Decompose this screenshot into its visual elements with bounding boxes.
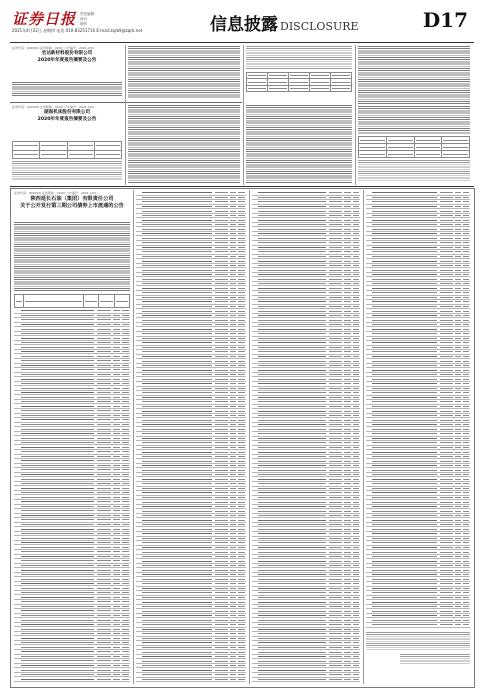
listing-column-1 bbox=[14, 309, 130, 683]
masthead bbox=[10, 6, 474, 42]
notice-subtitle: 2020年年度报告摘要及公告 bbox=[37, 116, 97, 122]
notice-1-body bbox=[12, 82, 122, 96]
listing-row bbox=[252, 682, 360, 683]
section-title bbox=[210, 10, 359, 35]
results-table bbox=[358, 136, 470, 158]
notice-1-body-3 bbox=[246, 46, 352, 70]
notice-1-body-2 bbox=[128, 46, 240, 98]
notice-2-body bbox=[12, 161, 122, 181]
notice-2-body-5 bbox=[358, 160, 470, 182]
listing-table-header bbox=[14, 294, 130, 308]
section-title-en: DISCLOSURE bbox=[280, 20, 359, 33]
notice-title: 宏达新材料股份有限公司 bbox=[41, 51, 93, 57]
notice-3-header bbox=[14, 191, 130, 221]
notice-1-body-4 bbox=[358, 46, 470, 104]
column-rule bbox=[363, 190, 364, 684]
notice-3-footer bbox=[366, 632, 470, 650]
listing-column-3 bbox=[252, 191, 360, 683]
newspaper-logo: 证券日报 bbox=[12, 10, 77, 28]
notice-3-body bbox=[14, 222, 130, 292]
column-rule bbox=[133, 190, 134, 684]
date-line: 2021年4月22日 星期四 电话 010-83251716 E-mail:zqrb9@zqrb.net bbox=[12, 28, 143, 33]
notice-subtitle: 关于公开发行第三期公司债券上市流通的公告 bbox=[20, 203, 124, 210]
notice-2-body-4 bbox=[358, 106, 470, 134]
notice-2-body-3 bbox=[246, 105, 352, 183]
notice-meta: 证券代码：600XXX 证券简称：XXXX 公告编号：2021-XXX bbox=[12, 46, 94, 50]
masthead-rule bbox=[10, 42, 474, 43]
notice-meta: 证券代码：002XXX 证券简称：XXXX 公告编号：2021-XXX bbox=[12, 105, 94, 109]
listing-row bbox=[136, 682, 246, 683]
listing-column-2 bbox=[136, 191, 246, 683]
column-rule bbox=[243, 45, 244, 185]
financial-table bbox=[246, 72, 352, 92]
notice-subtitle: 2020年年度报告摘要及公告 bbox=[37, 57, 97, 63]
shareholder-table bbox=[12, 141, 122, 159]
column-rule bbox=[125, 45, 126, 185]
editor-credits bbox=[80, 12, 98, 27]
notice-meta: 证券代码：600XXX 证券简称：XXXX 公告编号：2021-XXX bbox=[14, 191, 96, 195]
notice-1-header bbox=[12, 46, 122, 82]
editor-line: 责任编辑： bbox=[80, 12, 98, 16]
editor-line: 制作： bbox=[80, 22, 91, 26]
band-rule bbox=[10, 186, 474, 187]
listing-row bbox=[14, 682, 130, 683]
listing-column-4 bbox=[366, 191, 470, 629]
section-divider bbox=[10, 102, 242, 103]
notice-title: 湖南机床股份有限公司 bbox=[44, 110, 90, 116]
section-title-cn: 信息披露 bbox=[210, 15, 278, 35]
signature-block bbox=[400, 654, 470, 664]
listing-row bbox=[366, 628, 470, 630]
editor-line: 设计： bbox=[80, 17, 91, 21]
page-number: D17 bbox=[422, 8, 468, 32]
column-rule bbox=[355, 45, 356, 185]
notice-2-body-2 bbox=[128, 105, 240, 183]
column-rule bbox=[249, 190, 250, 684]
notice-title: 陕西延长石油（集团）有限责任公司 bbox=[30, 196, 114, 203]
notice-2-header bbox=[12, 105, 122, 141]
